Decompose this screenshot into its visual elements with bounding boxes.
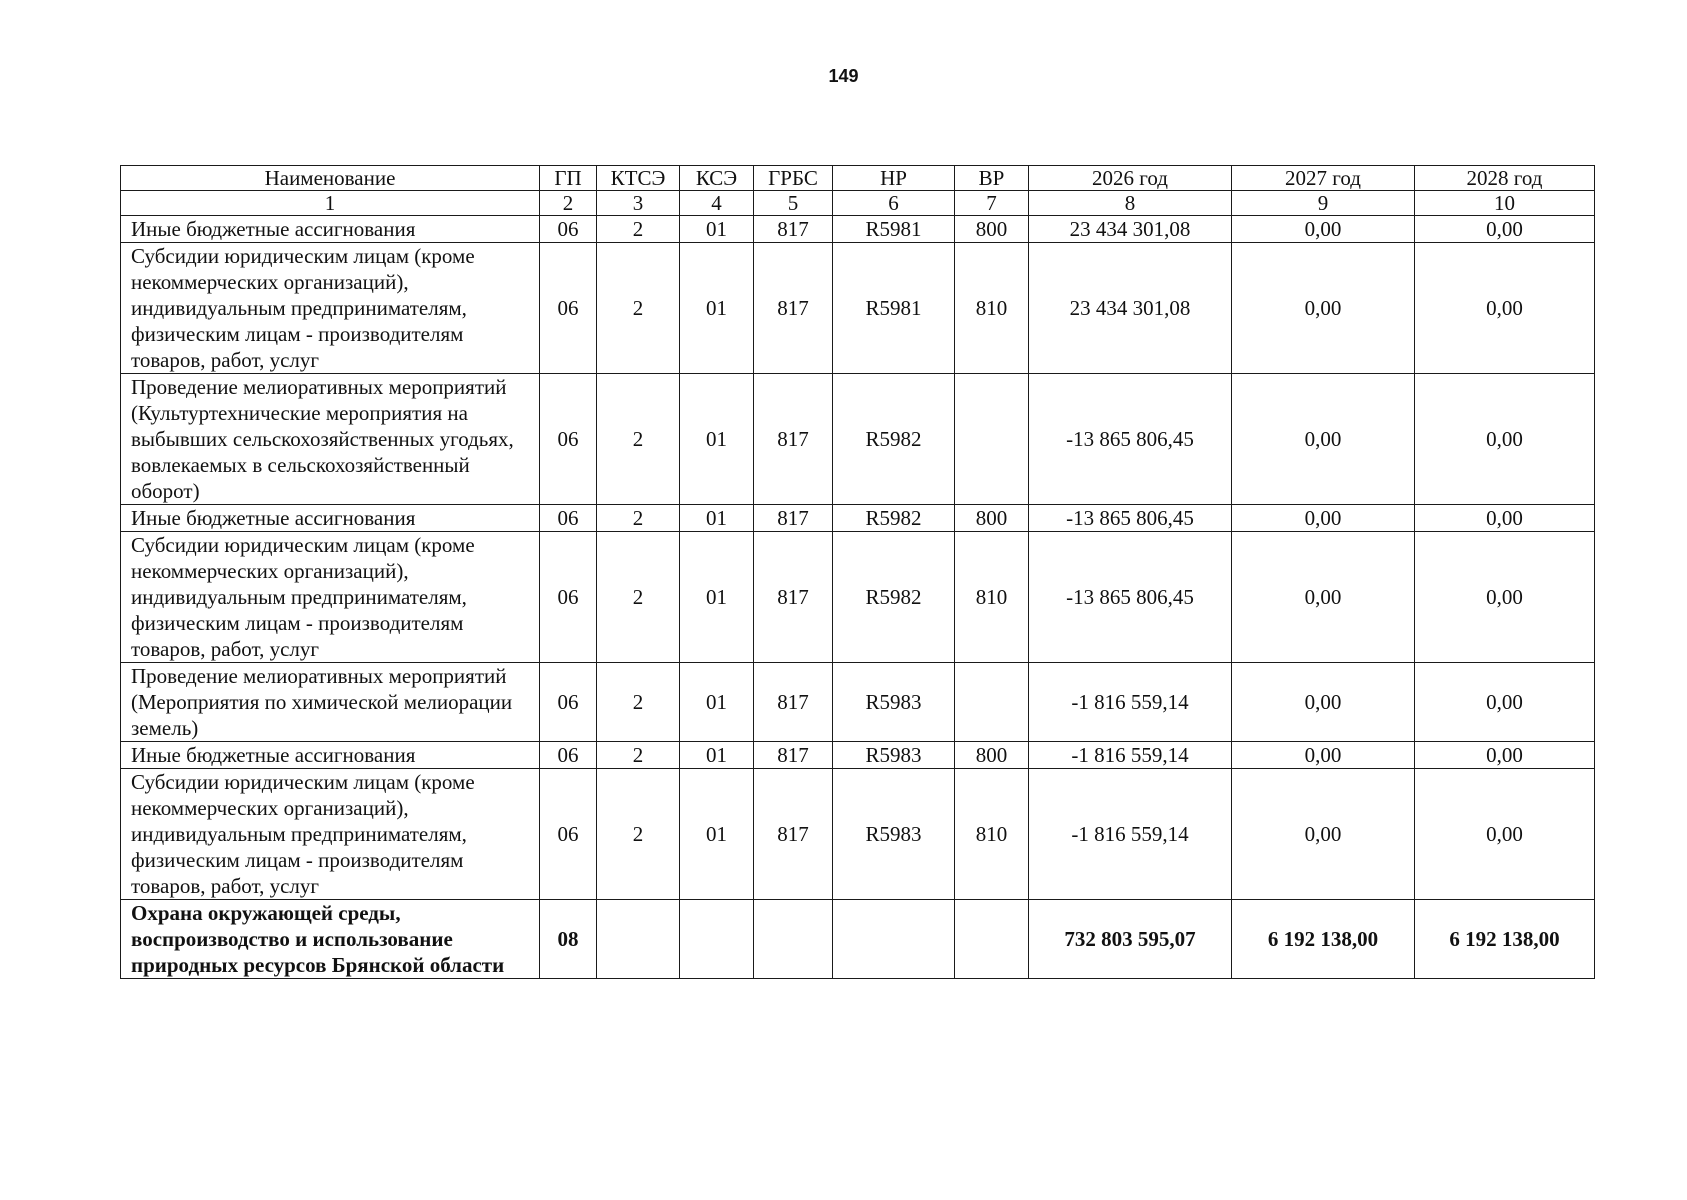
amount-2028-cell: 0,00 bbox=[1415, 243, 1595, 374]
kse-cell: 01 bbox=[680, 532, 754, 663]
amount-2026-cell: 732 803 595,07 bbox=[1029, 900, 1232, 979]
amount-2026-cell: -13 865 806,45 bbox=[1029, 374, 1232, 505]
index-cell: 5 bbox=[754, 191, 833, 216]
nr-cell: R5982 bbox=[833, 374, 955, 505]
page-number: 149 bbox=[828, 66, 859, 86]
name-cell: Проведение мелиоративных мероприятий (Мероприятия по химической мелиорации земель) bbox=[121, 663, 540, 742]
grbs-cell: 817 bbox=[754, 505, 833, 532]
amount-2028-cell: 0,00 bbox=[1415, 742, 1595, 769]
grbs-cell: 817 bbox=[754, 532, 833, 663]
index-cell: 1 bbox=[121, 191, 540, 216]
nr-cell: R5982 bbox=[833, 505, 955, 532]
amount-2027-cell: 0,00 bbox=[1232, 243, 1415, 374]
grbs-cell: 817 bbox=[754, 769, 833, 900]
nr-cell: R5983 bbox=[833, 663, 955, 742]
budget-table bbox=[120, 165, 1595, 979]
header-cell: 2027 год bbox=[1232, 166, 1415, 191]
amount-2028-cell: 0,00 bbox=[1415, 769, 1595, 900]
index-cell: 3 bbox=[597, 191, 680, 216]
gp-cell: 06 bbox=[540, 663, 597, 742]
table-row bbox=[121, 216, 1595, 243]
vr-cell bbox=[955, 900, 1029, 979]
index-cell: 7 bbox=[955, 191, 1029, 216]
amount-2026-cell: -13 865 806,45 bbox=[1029, 532, 1232, 663]
header-cell: КСЭ bbox=[680, 166, 754, 191]
amount-2027-cell: 0,00 bbox=[1232, 374, 1415, 505]
header-cell: НР bbox=[833, 166, 955, 191]
grbs-cell bbox=[754, 900, 833, 979]
header-cell: Наименование bbox=[121, 166, 540, 191]
grbs-cell: 817 bbox=[754, 243, 833, 374]
table-header-row bbox=[121, 166, 1595, 191]
ktse-cell: 2 bbox=[597, 216, 680, 243]
amount-2027-cell: 0,00 bbox=[1232, 769, 1415, 900]
kse-cell: 01 bbox=[680, 243, 754, 374]
amount-2026-cell: 23 434 301,08 bbox=[1029, 216, 1232, 243]
grbs-cell: 817 bbox=[754, 663, 833, 742]
name-cell: Иные бюджетные ассигнования bbox=[121, 742, 540, 769]
gp-cell: 06 bbox=[540, 216, 597, 243]
amount-2026-cell: -13 865 806,45 bbox=[1029, 505, 1232, 532]
amount-2026-cell: 23 434 301,08 bbox=[1029, 243, 1232, 374]
amount-2026-cell: -1 816 559,14 bbox=[1029, 663, 1232, 742]
amount-2027-cell: 0,00 bbox=[1232, 532, 1415, 663]
header-cell: 2028 год bbox=[1415, 166, 1595, 191]
gp-cell: 08 bbox=[540, 900, 597, 979]
table-row bbox=[121, 769, 1595, 900]
name-cell: Субсидии юридическим лицам (кроме некоммерческих организаций), индивидуальным предпринимателям, физическим лицам - производителям товаров, работ, услуг bbox=[121, 769, 540, 900]
table-row bbox=[121, 505, 1595, 532]
name-cell: Иные бюджетные ассигнования bbox=[121, 216, 540, 243]
amount-2026-cell: -1 816 559,14 bbox=[1029, 769, 1232, 900]
amount-2028-cell: 0,00 bbox=[1415, 532, 1595, 663]
gp-cell: 06 bbox=[540, 742, 597, 769]
kse-cell bbox=[680, 900, 754, 979]
header-cell: ВР bbox=[955, 166, 1029, 191]
vr-cell: 800 bbox=[955, 505, 1029, 532]
nr-cell bbox=[833, 900, 955, 979]
table-row bbox=[121, 243, 1595, 374]
index-cell: 10 bbox=[1415, 191, 1595, 216]
name-cell: Иные бюджетные ассигнования bbox=[121, 505, 540, 532]
vr-cell: 800 bbox=[955, 216, 1029, 243]
ktse-cell: 2 bbox=[597, 243, 680, 374]
amount-2028-cell: 0,00 bbox=[1415, 216, 1595, 243]
name-cell: Охрана окружающей среды, воспроизводство и использование природных ресурсов Брянской области bbox=[121, 900, 540, 979]
kse-cell: 01 bbox=[680, 505, 754, 532]
amount-2028-cell: 0,00 bbox=[1415, 374, 1595, 505]
gp-cell: 06 bbox=[540, 532, 597, 663]
index-cell: 2 bbox=[540, 191, 597, 216]
ktse-cell: 2 bbox=[597, 505, 680, 532]
table-index-row bbox=[121, 191, 1595, 216]
nr-cell: R5982 bbox=[833, 532, 955, 663]
ktse-cell: 2 bbox=[597, 374, 680, 505]
vr-cell: 810 bbox=[955, 243, 1029, 374]
nr-cell: R5981 bbox=[833, 243, 955, 374]
ktse-cell: 2 bbox=[597, 663, 680, 742]
name-cell: Субсидии юридическим лицам (кроме некоммерческих организаций), индивидуальным предпринимателям, физическим лицам - производителям товаров, работ, услуг bbox=[121, 532, 540, 663]
ktse-cell: 2 bbox=[597, 769, 680, 900]
amount-2027-cell: 6 192 138,00 bbox=[1232, 900, 1415, 979]
table-row bbox=[121, 900, 1595, 979]
header-cell: 2026 год bbox=[1029, 166, 1232, 191]
nr-cell: R5983 bbox=[833, 769, 955, 900]
grbs-cell: 817 bbox=[754, 216, 833, 243]
index-cell: 9 bbox=[1232, 191, 1415, 216]
gp-cell: 06 bbox=[540, 505, 597, 532]
header-cell: ГРБС bbox=[754, 166, 833, 191]
ktse-cell: 2 bbox=[597, 532, 680, 663]
vr-cell bbox=[955, 374, 1029, 505]
kse-cell: 01 bbox=[680, 374, 754, 505]
amount-2027-cell: 0,00 bbox=[1232, 216, 1415, 243]
amount-2026-cell: -1 816 559,14 bbox=[1029, 742, 1232, 769]
kse-cell: 01 bbox=[680, 742, 754, 769]
grbs-cell: 817 bbox=[754, 742, 833, 769]
gp-cell: 06 bbox=[540, 769, 597, 900]
amount-2027-cell: 0,00 bbox=[1232, 742, 1415, 769]
ktse-cell: 2 bbox=[597, 742, 680, 769]
name-cell: Проведение мелиоративных мероприятий (Культуртехнические мероприятия на выбывших сельскохозяйственных угодьях, вовлекаемых в сельскохозяйственный оборот) bbox=[121, 374, 540, 505]
gp-cell: 06 bbox=[540, 243, 597, 374]
table-row bbox=[121, 663, 1595, 742]
vr-cell: 810 bbox=[955, 532, 1029, 663]
vr-cell: 800 bbox=[955, 742, 1029, 769]
vr-cell: 810 bbox=[955, 769, 1029, 900]
kse-cell: 01 bbox=[680, 663, 754, 742]
kse-cell: 01 bbox=[680, 769, 754, 900]
table-row bbox=[121, 532, 1595, 663]
index-cell: 4 bbox=[680, 191, 754, 216]
kse-cell: 01 bbox=[680, 216, 754, 243]
grbs-cell: 817 bbox=[754, 374, 833, 505]
vr-cell bbox=[955, 663, 1029, 742]
ktse-cell bbox=[597, 900, 680, 979]
table-row bbox=[121, 374, 1595, 505]
amount-2027-cell: 0,00 bbox=[1232, 663, 1415, 742]
name-cell: Субсидии юридическим лицам (кроме некоммерческих организаций), индивидуальным предпринимателям, физическим лицам - производителям товаров, работ, услуг bbox=[121, 243, 540, 374]
header-cell: КТСЭ bbox=[597, 166, 680, 191]
index-cell: 8 bbox=[1029, 191, 1232, 216]
amount-2028-cell: 0,00 bbox=[1415, 505, 1595, 532]
amount-2028-cell: 6 192 138,00 bbox=[1415, 900, 1595, 979]
index-cell: 6 bbox=[833, 191, 955, 216]
nr-cell: R5983 bbox=[833, 742, 955, 769]
amount-2027-cell: 0,00 bbox=[1232, 505, 1415, 532]
amount-2028-cell: 0,00 bbox=[1415, 663, 1595, 742]
nr-cell: R5981 bbox=[833, 216, 955, 243]
gp-cell: 06 bbox=[540, 374, 597, 505]
header-cell: ГП bbox=[540, 166, 597, 191]
table-row bbox=[121, 742, 1595, 769]
